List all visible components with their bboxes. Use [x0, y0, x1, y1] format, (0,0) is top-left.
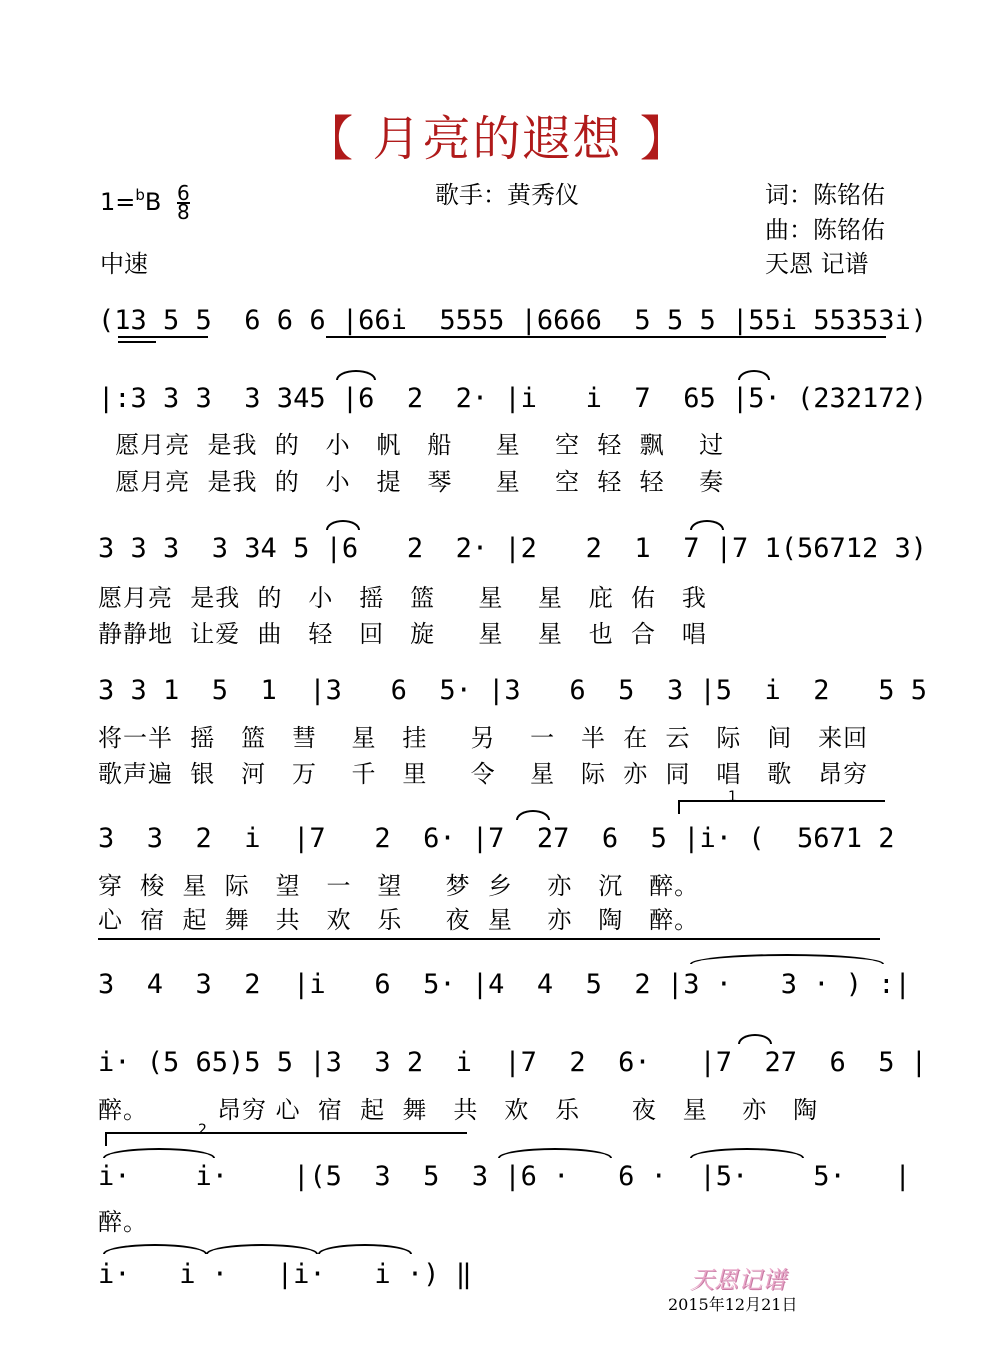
time-denominator: 8 [177, 200, 190, 224]
lyric-verse-2: 愿月亮 是我 的 小 提 琴 星 空 轻 轻 奏 [98, 468, 725, 496]
tie [206, 1244, 318, 1254]
notes: 3 4 3 2 |i 6 5· |4 4 5 2 |3 · 3 · ) :| [98, 969, 911, 1000]
transcriber-credit: 天恩 记谱 [765, 250, 869, 278]
notes: |:3 3 3 3 345 |6 2 2· |i i 7 65 |5· (232172) [98, 383, 928, 414]
lyric-verse-1: 穿 梭 星 际 望 一 望 梦 乡 亦 沉 醉。 [98, 872, 700, 900]
lyric-verse-2: 歌声遍 银 河 万 千 里 令 星 际 亦 同 唱 歌 昂穷 [98, 760, 869, 788]
tie [103, 1244, 207, 1254]
tie [690, 1148, 804, 1158]
key-flat: b [135, 186, 145, 204]
slur [690, 520, 724, 530]
tie [498, 1148, 612, 1158]
underline [118, 336, 208, 338]
key-signature [100, 181, 190, 224]
notes: (13 5 5 6 6 6 |66i 5555 |6666 5 5 5 |55i 55353i) [98, 305, 928, 336]
notes: i· i · |i· i ·) ‖ [98, 1259, 472, 1290]
lyric-verse-1: 将一半 摇 篮 彗 星 挂 另 一 半 在 云 际 间 来回 [98, 724, 869, 752]
lyric-verse-1: 愿月亮 是我 的 小 帆 船 星 空 轻 飘 过 [98, 431, 725, 459]
notes: 3 3 3 3 34 5 |6 2 2· |2 2 1 7 |7 1(56712 3) [98, 533, 928, 564]
singer-credit: 歌手：黄秀仪 [435, 181, 579, 209]
volta-bracket-2 [105, 1132, 467, 1146]
song-title: 【 月亮的遐想 】 [305, 111, 690, 167]
tie [103, 1148, 215, 1158]
time-numerator: 6 [177, 181, 190, 205]
lyric-verse-1: 醉。 [98, 1208, 148, 1236]
time-signature [177, 181, 190, 224]
lyric-verse-1: 醉。 昂穷 心 宿 起 舞 共 欢 乐 夜 星 亦 陶 [98, 1096, 819, 1124]
section-divider [98, 938, 880, 940]
lyric-verse-1: 愿月亮 是我 的 小 摇 篮 星 星 庇 佑 我 [98, 584, 707, 612]
composer-credit: 曲：陈铭佑 [765, 216, 885, 244]
slur [326, 520, 360, 530]
key-letter: B [144, 188, 162, 216]
notes: i· i· |(5 3 5 3 |6 · 6 · |5· 5· | [98, 1161, 911, 1192]
underline [326, 336, 886, 338]
notes: i· (5 65)5 5 |3 3 2 i |7 2 6· |7 27 6 5 | [98, 1047, 928, 1078]
lyric-verse-2: 静静地 让爱 曲 轻 回 旋 星 星 也 合 唱 [98, 620, 707, 648]
score-line [98, 1040, 928, 1086]
transcription-date: 2015年12月21日 [668, 1295, 798, 1314]
volta-number-2: 2 [198, 1122, 207, 1138]
score-line [98, 298, 928, 344]
volta-bracket-1 [678, 800, 885, 814]
lyric-verse-2: 心 宿 起 舞 共 欢 乐 夜 星 亦 陶 醉。 [98, 906, 700, 934]
tempo-marking: 中速 [100, 250, 148, 278]
volta-number-1: 1 [728, 789, 737, 805]
key-prefix: 1= [100, 188, 136, 216]
underline [118, 341, 156, 343]
tie [690, 954, 884, 964]
score-line [98, 962, 911, 1008]
slur [336, 370, 376, 380]
notes: 3 3 2 i |7 2 6· |7 27 6 5 |i· ( 5671 2 [98, 823, 895, 854]
tie [318, 1244, 412, 1254]
score-line [98, 376, 928, 422]
slur [738, 370, 770, 380]
slur [738, 1034, 772, 1044]
notes: 3 3 1 5 1 |3 6 5· |3 6 5 3 |5 i 2 5 5 [98, 675, 928, 706]
watermark-stamp: 天恩记谱 [690, 1266, 786, 1294]
score-line [98, 816, 898, 862]
lyricist-credit: 词：陈铭佑 [765, 181, 885, 209]
score-line [98, 1154, 911, 1200]
score-line [98, 668, 928, 714]
score-line [98, 526, 928, 572]
slur [516, 810, 550, 820]
